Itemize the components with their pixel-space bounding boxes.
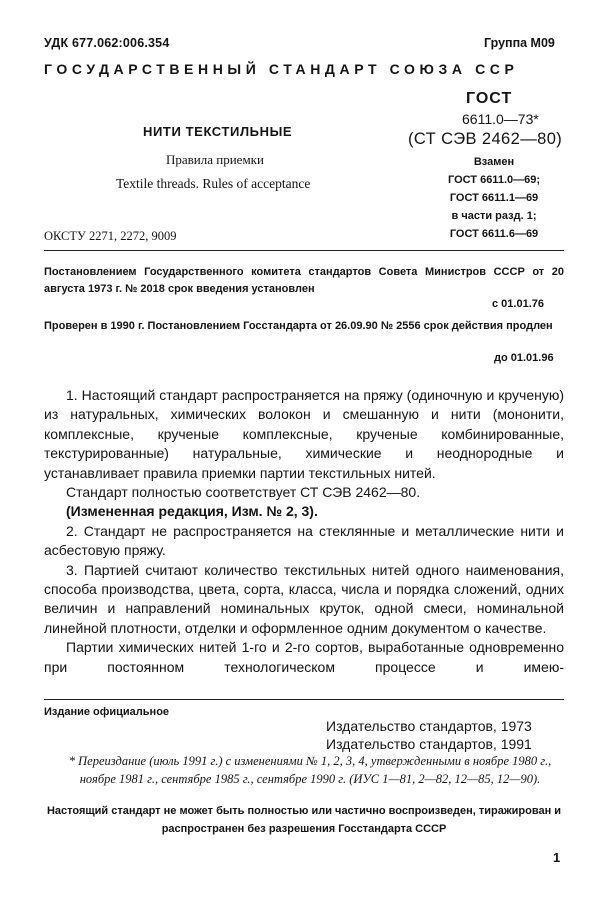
replaces-line: ГОСТ 6611.0—69; (447, 174, 541, 186)
state-standard-banner: ГОСУДАРСТВЕННЫЙ СТАНДАРТ СОЮЗА ССР (44, 61, 519, 77)
english-title: Textile threads. Rules of acceptance (116, 176, 311, 191)
paragraph-1c: (Измененная редакция, Изм. № 2, 3). (66, 503, 318, 520)
sev-number: (СТ СЭВ 2462—80) (408, 130, 563, 148)
check-text: Проверен в 1990 г. Постановлением Госстандарта от 26.09.90 № 2556 срок действия продлен (44, 320, 553, 332)
copyright-warning: Настоящий стандарт не может быть полностью или частично воспроизведен, тиражирован и распространен без разрешения Госстандарта СССР (46, 805, 562, 835)
paragraph-1: 1. Настоящий стандарт распространяется на пряжу (одиночную и крученую) из натуральных, химических волокон и смешанную и нити (мононити, комплексные, крученые комплексные, крученые комбинированные, текстурированные) натуральные, химические и неоднородные и устанавливает правила приемки партии текстильных нитей. (44, 387, 564, 481)
publisher-line: Издательство стандартов, 1973 (326, 718, 532, 734)
effective-to-date: до 01.01.96 (494, 352, 554, 364)
publisher-line: Издательство стандартов, 1991 (326, 736, 532, 752)
replaces-line: ГОСТ 6611.1—69 (449, 192, 539, 204)
effective-from-date: с 01.01.76 (492, 298, 544, 310)
decree-text: Постановлением Государственного комитета стандартов Совета Министров СССР от 20 августа 1973 г. № 2018 срок введения установлен (44, 266, 564, 295)
replaces-line: ГОСТ 6611.6—69 (449, 228, 539, 240)
gost-label: ГОСТ (466, 90, 513, 107)
paragraph-4: Партии химических нитей 1-го и 2-го сортов, выработанные одновременно при постоянном технологическом процессе и имею- (44, 639, 564, 675)
page-number: 1 (553, 850, 561, 865)
replaces-line: Взамен (473, 156, 515, 168)
edition-label: Издание официальное (44, 706, 170, 718)
document-title: НИТИ ТЕКСТИЛЬНЫЕ (143, 124, 293, 139)
udk-code: УДК 677.062:006.354 (44, 36, 170, 50)
document-subtitle: Правила приемки (166, 152, 264, 167)
reissue-note: * Переиздание (июль 1991 г.) с изменениями № 1, 2, 3, 4, утвержденными в ноябре 1980 г., ноябре 1981 г., сентябре 1985 г., сентябре 1990 г. (ИУС 1—81, 2—82, 12—85, 12—90). (68, 754, 552, 786)
gost-number: 6611.0—73* (462, 111, 539, 127)
paragraph-1b: Стандарт полностью соответствует СТ СЭВ 2462—80. (66, 484, 421, 501)
divider (44, 250, 564, 251)
group-code: Группа М09 (484, 36, 555, 50)
divider (44, 699, 564, 700)
okstu-code: ОКСТУ 2271, 2272, 9009 (44, 229, 177, 243)
replaces-line: в части разд. 1; (451, 210, 537, 222)
paragraph-3: 3. Партией считают количество текстильных нитей одного наименования, способа производства, цвета, сорта, класса, числа и порядка сложений, одних величин и направлений номинальных круток, одной смеси, номинальной линейной плотности, отделки и оформленное одним документом о качестве. (44, 561, 564, 636)
standard-body (44, 386, 564, 677)
replaces-block (424, 153, 564, 243)
paragraph-2: 2. Стандарт не распространяется на стеклянные и металлические нити и асбестовую пряжу. (44, 522, 564, 559)
